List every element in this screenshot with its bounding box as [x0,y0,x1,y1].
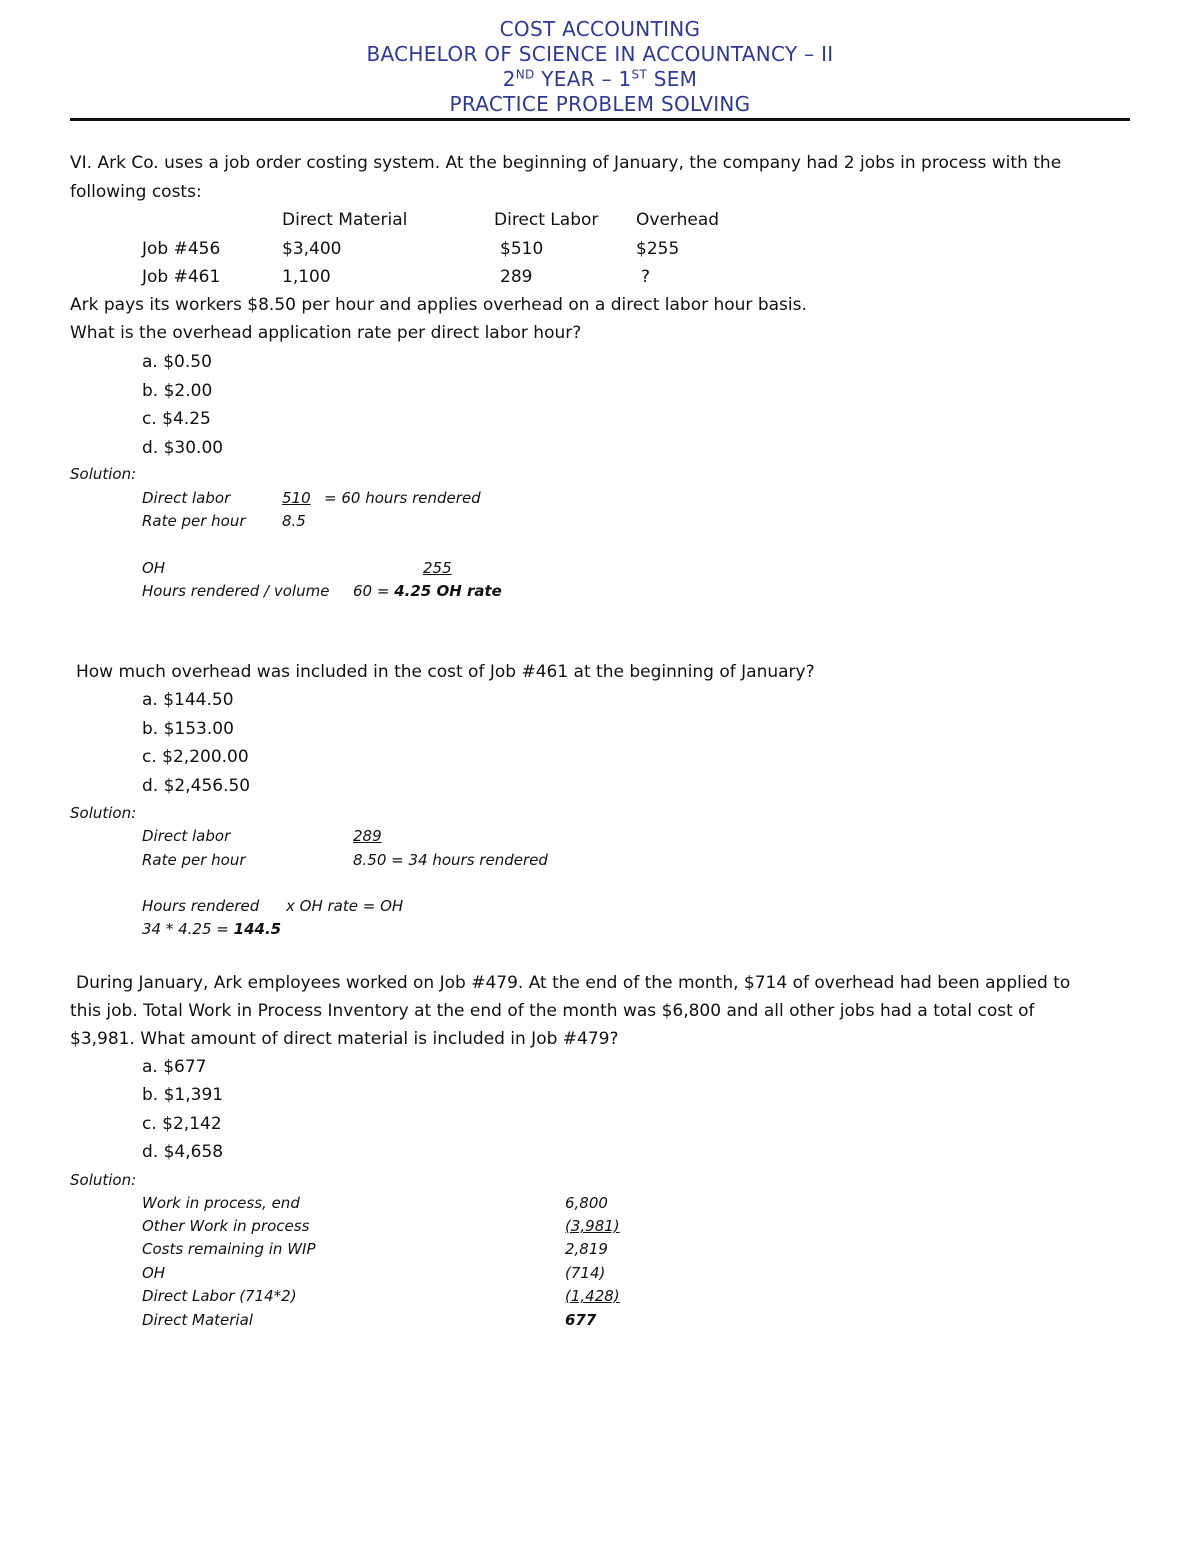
q2-formula: x OH rate = OH [286,897,404,915]
q3-row-value: 2,819 [565,1240,608,1258]
course-title: COST ACCOUNTING [499,17,701,41]
question-3-line1: During January, Ark employees worked on Job #479. At the end of the month, $714 of overhead had been applied to [76,973,1071,993]
sem-text: SEM [647,67,698,91]
q2-calc-expression: 34 * 4.25 = [142,920,229,938]
q3-row-label: OH [142,1264,166,1282]
document-subtitle: PRACTICE PROBLEM SOLVING [449,92,751,116]
q2-option-a: a. $144.50 [142,690,234,710]
table-cell-overhead: $255 [636,239,680,259]
question-1: What is the overhead application rate per direct labor hour? [70,323,582,343]
q1-hours-result: = 60 hours rendered [324,489,481,507]
q3-row-value: (3,981) [565,1217,620,1235]
year-middle: YEAR – 1 [534,67,632,91]
year-superscript: ND [515,67,535,82]
question-3-line2: this job. Total Work in Process Inventory at the end of the month was $6,800 and all other jobs had a total cost of [70,1001,1035,1021]
q1-direct-labor-value: 510 [282,489,311,507]
table-cell-material: $3,400 [282,239,342,259]
q1-option-d: d. $30.00 [142,438,224,458]
q2-rate-label: Rate per hour [142,851,246,869]
q3-row-label: Other Work in process [142,1217,310,1235]
year-number: 2 [502,67,516,91]
q2-hours-label: Hours rendered [142,897,260,915]
program-title: BACHELOR OF SCIENCE IN ACCOUNTANCY – II [366,42,834,66]
q3-row-label: Work in process, end [142,1194,300,1212]
problem-intro-line1: VI. Ark Co. uses a job order costing system. At the beginning of January, the company had 2 jobs in process with the [70,153,1062,173]
q2-solution-label: Solution: [70,804,137,822]
q2-option-b: b. $153.00 [142,719,234,739]
sem-superscript: ST [631,67,648,82]
q3-row-label: Direct Material [142,1311,253,1329]
q3-answer: 677 [565,1311,597,1329]
header-divider [70,118,1130,121]
q3-row-label: Direct Labor (714*2) [142,1287,297,1305]
col-header-direct-labor: Direct Labor [494,210,599,230]
q1-rate-label: Rate per hour [142,512,246,530]
q1-solution-label: Solution: [70,465,137,483]
table-cell-labor: $510 [500,239,544,259]
q3-row-label: Costs remaining in WIP [142,1240,316,1258]
col-header-direct-material: Direct Material [282,210,408,230]
table-cell-job: Job #456 [142,239,221,259]
q1-rate-value: 8.5 [282,512,306,530]
q3-row-value: 6,800 [565,1194,608,1212]
table-cell-labor: 289 [500,267,533,287]
q3-option-c: c. $2,142 [142,1114,222,1134]
table-cell-material: 1,100 [282,267,331,287]
problem-intro-line2: following costs: [70,182,202,202]
problem-statement: Ark pays its workers $8.50 per hour and applies overhead on a direct labor hour basis. [70,295,807,315]
q3-option-a: a. $677 [142,1057,207,1077]
q2-option-d: d. $2,456.50 [142,776,251,796]
q2-direct-labor-value: 289 [353,827,382,845]
table-cell-job: Job #461 [142,267,221,287]
q1-hours-number: 60 = [353,582,390,600]
q3-row-value: (714) [565,1264,606,1282]
q1-option-b: b. $2.00 [142,381,213,401]
q1-hours-value [353,582,502,600]
q2-answer: 144.5 [233,920,282,938]
question-2: How much overhead was included in the cost of Job #461 at the beginning of January? [76,662,815,682]
table-cell-overhead: ? [641,267,651,287]
q2-direct-labor-label: Direct labor [142,827,231,845]
q2-option-c: c. $2,200.00 [142,747,249,767]
q3-row-value: (1,428) [565,1287,620,1305]
q1-option-c: c. $4.25 [142,409,211,429]
q1-oh-value: 255 [423,559,452,577]
q3-option-d: d. $4,658 [142,1142,224,1162]
q3-solution-label: Solution: [70,1171,137,1189]
q3-option-b: b. $1,391 [142,1085,224,1105]
q1-answer: 4.25 OH rate [394,582,502,600]
q1-option-a: a. $0.50 [142,352,212,372]
q1-direct-labor-label: Direct labor [142,489,231,507]
year-semester [0,67,1200,91]
col-header-overhead: Overhead [636,210,720,230]
q2-calculation [142,920,281,938]
q2-rate-value: 8.50 = 34 hours rendered [353,851,548,869]
q1-oh-label: OH [142,559,166,577]
q1-hours-label: Hours rendered / volume [142,582,330,600]
question-3-line3: $3,981. What amount of direct material is included in Job #479? [70,1029,619,1049]
